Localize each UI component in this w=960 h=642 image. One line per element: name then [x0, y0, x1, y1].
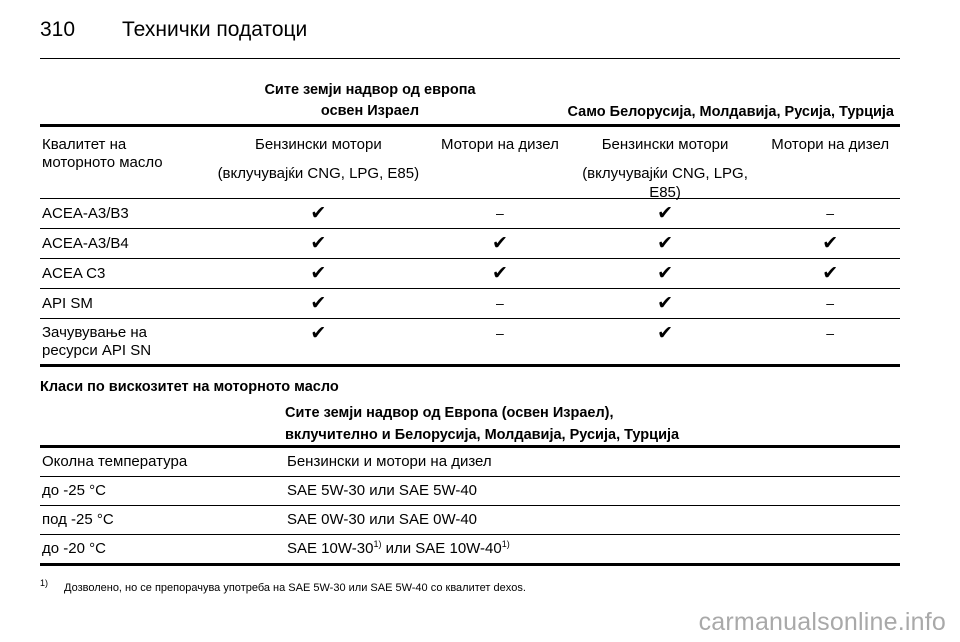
- viscosity-grade: SAE 0W-30 или SAE 0W-40: [287, 511, 478, 528]
- status-mark: ✔: [310, 293, 327, 314]
- status-mark: ✔: [310, 233, 327, 254]
- col-diesel-engines-1: Мотори на дизел: [441, 136, 559, 153]
- status-mark: –: [826, 325, 835, 341]
- footnote-mark: 1): [40, 578, 49, 588]
- footnote-ref: 1): [501, 539, 510, 549]
- status-mark: –: [496, 325, 504, 341]
- col-engines: Бензински и мотори на дизел: [287, 453, 492, 470]
- table-row: [40, 229, 900, 259]
- status-mark: ✔: [310, 203, 327, 224]
- region-belarus-moldova-russia-turkey: Само Белорусија, Молдавија, Русија, Турција: [567, 104, 894, 120]
- status-mark: ✔: [491, 263, 508, 284]
- status-mark: ✔: [822, 233, 839, 254]
- viscosity-region-header: Сите земји надвор од Европа (освен Израел), вклучително и Белорусија, Молдавија, Русија, Турција: [40, 400, 900, 448]
- status-mark: ✔: [822, 263, 839, 284]
- footnote-ref: 1): [373, 539, 382, 549]
- col-ambient-temperature: Околна температура: [42, 453, 188, 470]
- table-row: [40, 259, 900, 289]
- status-mark: ✔: [657, 233, 673, 254]
- table-row: [40, 506, 900, 535]
- col-petrol-engines-2: Бензински мотори (вклучувајќи CNG, LPG, E85): [582, 136, 748, 201]
- oil-spec-name: ACEA-A3/B3: [42, 205, 129, 222]
- status-mark: ✔: [310, 323, 327, 344]
- status-mark: –: [496, 205, 504, 221]
- page-header: [40, 14, 900, 59]
- status-mark: –: [826, 205, 835, 221]
- oil-spec-name: ACEA-A3/B4: [42, 235, 129, 252]
- status-mark: ✔: [310, 263, 327, 284]
- oil-quality-table: [40, 78, 900, 367]
- status-mark: ✔: [491, 233, 508, 254]
- region-all-countries: Сите земји надвор од европа освен Израел: [264, 82, 476, 119]
- status-mark: ✔: [657, 203, 673, 224]
- table-row: [40, 535, 900, 566]
- temperature-value: под -25 °C: [42, 511, 114, 528]
- oil-spec-name: API SM: [42, 295, 93, 312]
- status-mark: –: [496, 295, 504, 311]
- status-mark: ✔: [657, 263, 673, 284]
- col-oil-quality: Квалитет на моторното масло: [42, 136, 163, 171]
- viscosity-table: [40, 400, 900, 566]
- table-row: [40, 477, 900, 506]
- region-header-row: [40, 78, 900, 127]
- column-header-row: [40, 127, 900, 199]
- oil-spec-name: Зачувување на ресурси API SN: [42, 324, 152, 359]
- viscosity-section-title: Класи по вискозитет на моторното масло: [40, 379, 339, 395]
- col-diesel-engines-2: Мотори на дизел: [771, 136, 890, 153]
- temperature-value: до -20 °C: [42, 540, 106, 557]
- viscosity-grade: SAE 5W-30 или SAE 5W-40: [287, 482, 478, 499]
- status-mark: –: [826, 295, 835, 311]
- viscosity-column-header: [40, 448, 900, 477]
- table-row: [40, 289, 900, 319]
- viscosity-grade: SAE 10W-30$^{1)}$ или SAE 10W-40$^{1)}$: [287, 539, 510, 557]
- status-mark: ✔: [657, 293, 673, 314]
- watermark: carmanualsonline.info: [698, 608, 946, 636]
- footnote-text: Дозволено, но се препорачува употреба на SAE 5W-30 или SAE 5W-40 со квалитет dexos.: [64, 582, 526, 594]
- page-number: 310: [40, 18, 76, 41]
- table-row: [40, 199, 900, 229]
- table-row: [40, 319, 900, 367]
- temperature-value: до -25 °C: [42, 482, 106, 499]
- col-petrol-engines-1: Бензински мотори (вклучувајќи CNG, LPG, E85): [217, 136, 420, 182]
- status-mark: ✔: [657, 323, 673, 344]
- page-title: Технички податоци: [122, 18, 308, 41]
- oil-spec-name: ACEA C3: [42, 265, 106, 282]
